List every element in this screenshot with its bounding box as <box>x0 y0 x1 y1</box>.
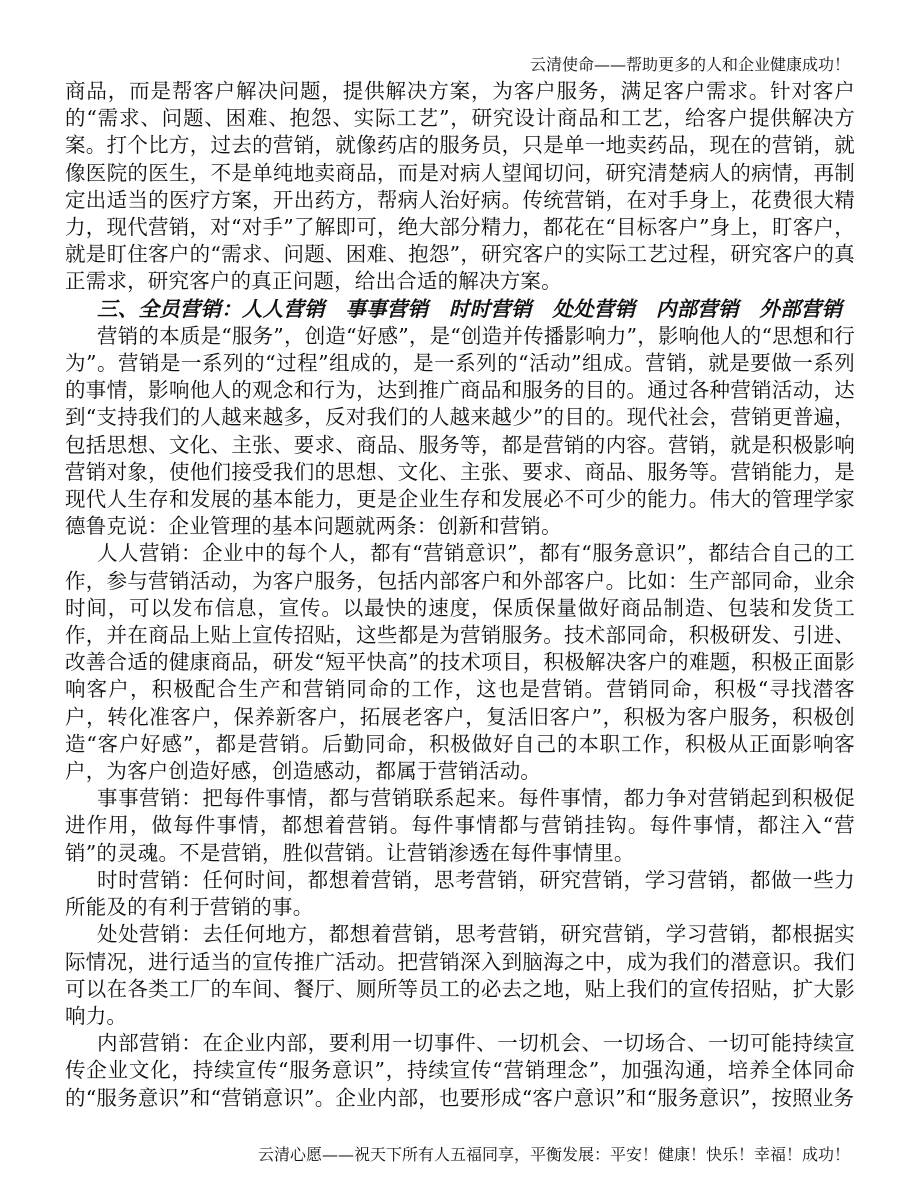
everything-marketing-paragraph: 事事营销：把每件事情，都与营销联系起来。每件事情，都力争对营销起到积极促进作用，做每件事情，都想着营销。每件事情都与营销挂钩。每件事情，都注入“营销”的灵魂。不是营销，胜似营销。让营销渗透在每件事情里。 <box>65 786 855 865</box>
essence-paragraph: 营销的本质是“服务”，创造“好感”，是“创造并传播影响力”，影响他人的“思想和行为”。营销是一系列的“过程”组成的，是一系列的“活动”组成。营销，就是要做一系列的事情，影响他人的观念和行为，达到推广商品和服务的目的。通过各种营销活动，达到“支持我们的人越来越多，反对我们的人越来越少”的目的。现代社会，营销更普遍，包括思想、文化、主张、要求、商品、服务等，都是营销的内容。营销，就是积极影响营销对象，使他们接受我们的思想、文化、主张、要求、商品、服务等。营销能力，是现代人生存和发展的基本能力，更是企业生存和发展必不可少的能力。伟大的管理学家德鲁克说：企业管理的基本问题就两条：创新和营销。 <box>65 323 855 539</box>
anywhere-marketing-paragraph: 处处营销：去任何地方，都想着营销，思考营销，研究营销，学习营销，都根据实际情况，进行适当的宣传推广活动。把营销深入到脑海之中，成为我们的潜意识。我们可以在各类工厂的车间、餐厅、厕所等员工的必去之地，贴上我们的宣传招贴，扩大影响力。 <box>65 922 855 1028</box>
header-motto: 云清使命——帮助更多的人和企业健康成功！ <box>529 55 850 74</box>
intro-paragraph: 商品，而是帮客户解决问题，提供解决方案，为客户服务，满足客户需求。针对客户的“需求、问题、困难、抱怨、实际工艺”，研究设计商品和工艺，给客户提供解决方案。打个比方，过去的营销，就像药店的服务员，只是单一地卖药品，现在的营销，就像医院的医生，不是单纯地卖商品，而是对病人望闻切问，研究清楚病人的病情，再制定出适当的医疗方案，开出药方，帮病人治好病。传统营销，在对手身上，花费很大精力，现代营销，对“对手”了解即可，绝大部分精力，都花在“目标客户”身上，盯客户，就是盯住客户的“需求、问题、困难、抱怨”，研究客户的实际工艺过程，研究客户的真正需求，研究客户的真正问题，给出合适的解决方案。 <box>65 79 855 294</box>
everyone-marketing-paragraph: 人人营销：企业中的每个人，都有“营销意识”，都有“服务意识”，都结合自己的工作，参与营销活动，为客户服务，包括内部客户和外部客户。比如：生产部同命，业余时间，可以发布信息，宣传。以最快的速度，保质保量做好商品制造、包装和发货工作，并在商品上贴上宣传招贴，这些都是为营销服务。技术部同命，积极研发、引进、改善合适的健康商品，研发“短平快高”的技术项目，积极解决客户的难题，积极正面影响客户，积极配合生产和营销同命的工作，这也是营销。营销同命，积极“寻找潜客户，转化准客户，保养新客户，拓展老客户，复活旧客户”，积极为客户服务，积极创造“客户好感”，都是营销。后勤同命，积极做好自己的本职工作，积极从正面影响客户，为客户创造好感，创造感动，都属于营销活动。 <box>65 541 855 784</box>
anytime-marketing-paragraph: 时时营销：任何时间，都想着营销，思考营销，研究营销，学习营销，都做一些力所能及的有利于营销的事。 <box>65 867 855 920</box>
internal-marketing-paragraph: 内部营销：在企业内部，要利用一切事件、一切机会、一切场合、一切可能持续宣传企业文化，持续宣传“服务意识”，持续宣传“营销理念”，加强沟通，培养全体同命的“服务意识”和“营销意识”。企业内部，也要形成“客户意识”和“服务意识”，按照业务 <box>65 1031 855 1110</box>
section-heading: 三、全员营销：人人营销 事事营销 时时营销 处处营销 内部营销 外部营销 <box>97 296 843 321</box>
document-body <box>65 78 855 1112</box>
footer-motto: 云清心愿——祝天下所有人五福同享，平衡发展：平安！健康！快乐！幸福！成功！ <box>257 1145 850 1164</box>
